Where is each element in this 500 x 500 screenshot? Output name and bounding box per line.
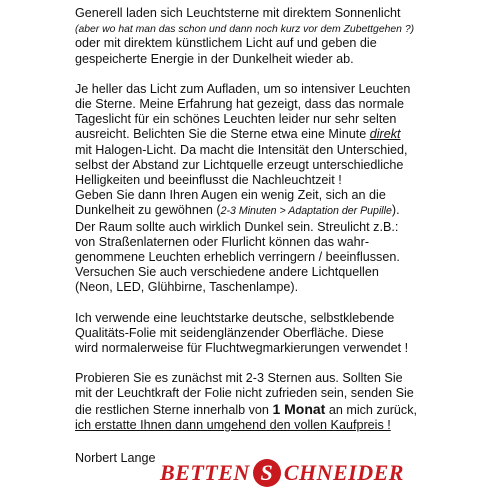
text-line: die Sterne. Meine Erfahrung hat gezeigt, dass das normale — [75, 97, 405, 112]
text-line: wird normalerweise für Fluchtwegmarkierungen verwendet ! — [75, 341, 409, 356]
paragraph-brightness — [75, 82, 495, 296]
text-line: mit Halogen-Licht. Da macht die Intensität den Unterschied, — [75, 142, 408, 157]
text-line: genommene Leuchten erheblich verringern / beeinflussen. — [75, 250, 400, 265]
text-line: Geben Sie dann Ihren Augen ein wenig Zeit, sich an die — [75, 188, 386, 203]
paragraph-guarantee — [75, 371, 495, 433]
aside-adaptation: 2-3 Minuten > Adaptation der Pupille — [220, 205, 392, 218]
paragraph-foil — [75, 311, 495, 357]
emphasis-one-month: 1 Monat — [272, 400, 326, 417]
text-line: Qualitäts-Folie mit seidenglänzender Oberfläche. Diese — [75, 325, 384, 340]
text-line: Probieren Sie es zunächst mit 2-3 Sternen aus. Sollten Sie — [75, 371, 403, 386]
logo-word-left: BETTEN — [160, 460, 250, 485]
text-line: Je heller das Licht zum Aufladen, um so intensiver Leuchten — [75, 81, 411, 96]
paragraph-charging — [75, 6, 495, 67]
text-line: Helligkeiten und beeinflusst die Nachleuchtzeit ! — [75, 173, 342, 188]
text-line: (Neon, LED, Glühbirne, Taschenlampe). — [75, 280, 299, 295]
text-line: von Straßenlaternen oder Flurlicht können das wahr- — [75, 234, 370, 249]
text-line: selbst der Abstand zur Lichtquelle erzeugt unterschiedliche — [75, 157, 404, 172]
text-line: Tageslicht für ein schönes Leuchten leider nur sehr selten — [75, 112, 397, 127]
aside-note: (aber wo hat man das schon und dann noch kurz vor dem Zubettgehen ?) — [75, 24, 415, 36]
logo-word-right: CHNEIDER — [283, 460, 404, 485]
text-line: mit der Leuchtkraft der Folie nicht zufrieden sein, senden Sie — [75, 386, 414, 401]
text-line: ausreicht. Belichten Sie die Sterne etwa eine Minute — [75, 127, 370, 142]
text-line: Ich verwende eine leuchtstarke deutsche, selbstklebende — [75, 310, 395, 325]
text-line: an mich zurück, — [325, 402, 418, 417]
text-line: oder mit direktem künstlichem Licht auf und geben die — [75, 36, 377, 51]
text-line: Dunkelheit zu gewöhnen ( — [75, 203, 221, 218]
text-line: gespeicherte Energie in der Dunkelheit wieder ab. — [75, 51, 354, 66]
text-line: Der Raum sollte auch wirklich Dunkel sein. Streulicht z.B.: — [75, 219, 399, 234]
signature: Norbert Lange — [75, 451, 156, 466]
text-line: ). — [391, 203, 400, 218]
text-line: Versuchen Sie auch verschiedene andere Lichtquellen — [75, 265, 379, 280]
text-line: die restlichen Sterne innerhalb von — [75, 402, 273, 417]
document-body — [75, 6, 495, 466]
refund-statement: ich erstatte Ihnen dann umgehend den vollen Kaufpreis ! — [75, 417, 391, 432]
emphasis-direkt: direkt — [369, 127, 401, 142]
logo-s-mark-icon: S — [253, 459, 281, 487]
text-line: Generell laden sich Leuchtsterne mit direktem Sonnenlicht — [75, 6, 401, 20]
brand-logo — [152, 456, 412, 490]
